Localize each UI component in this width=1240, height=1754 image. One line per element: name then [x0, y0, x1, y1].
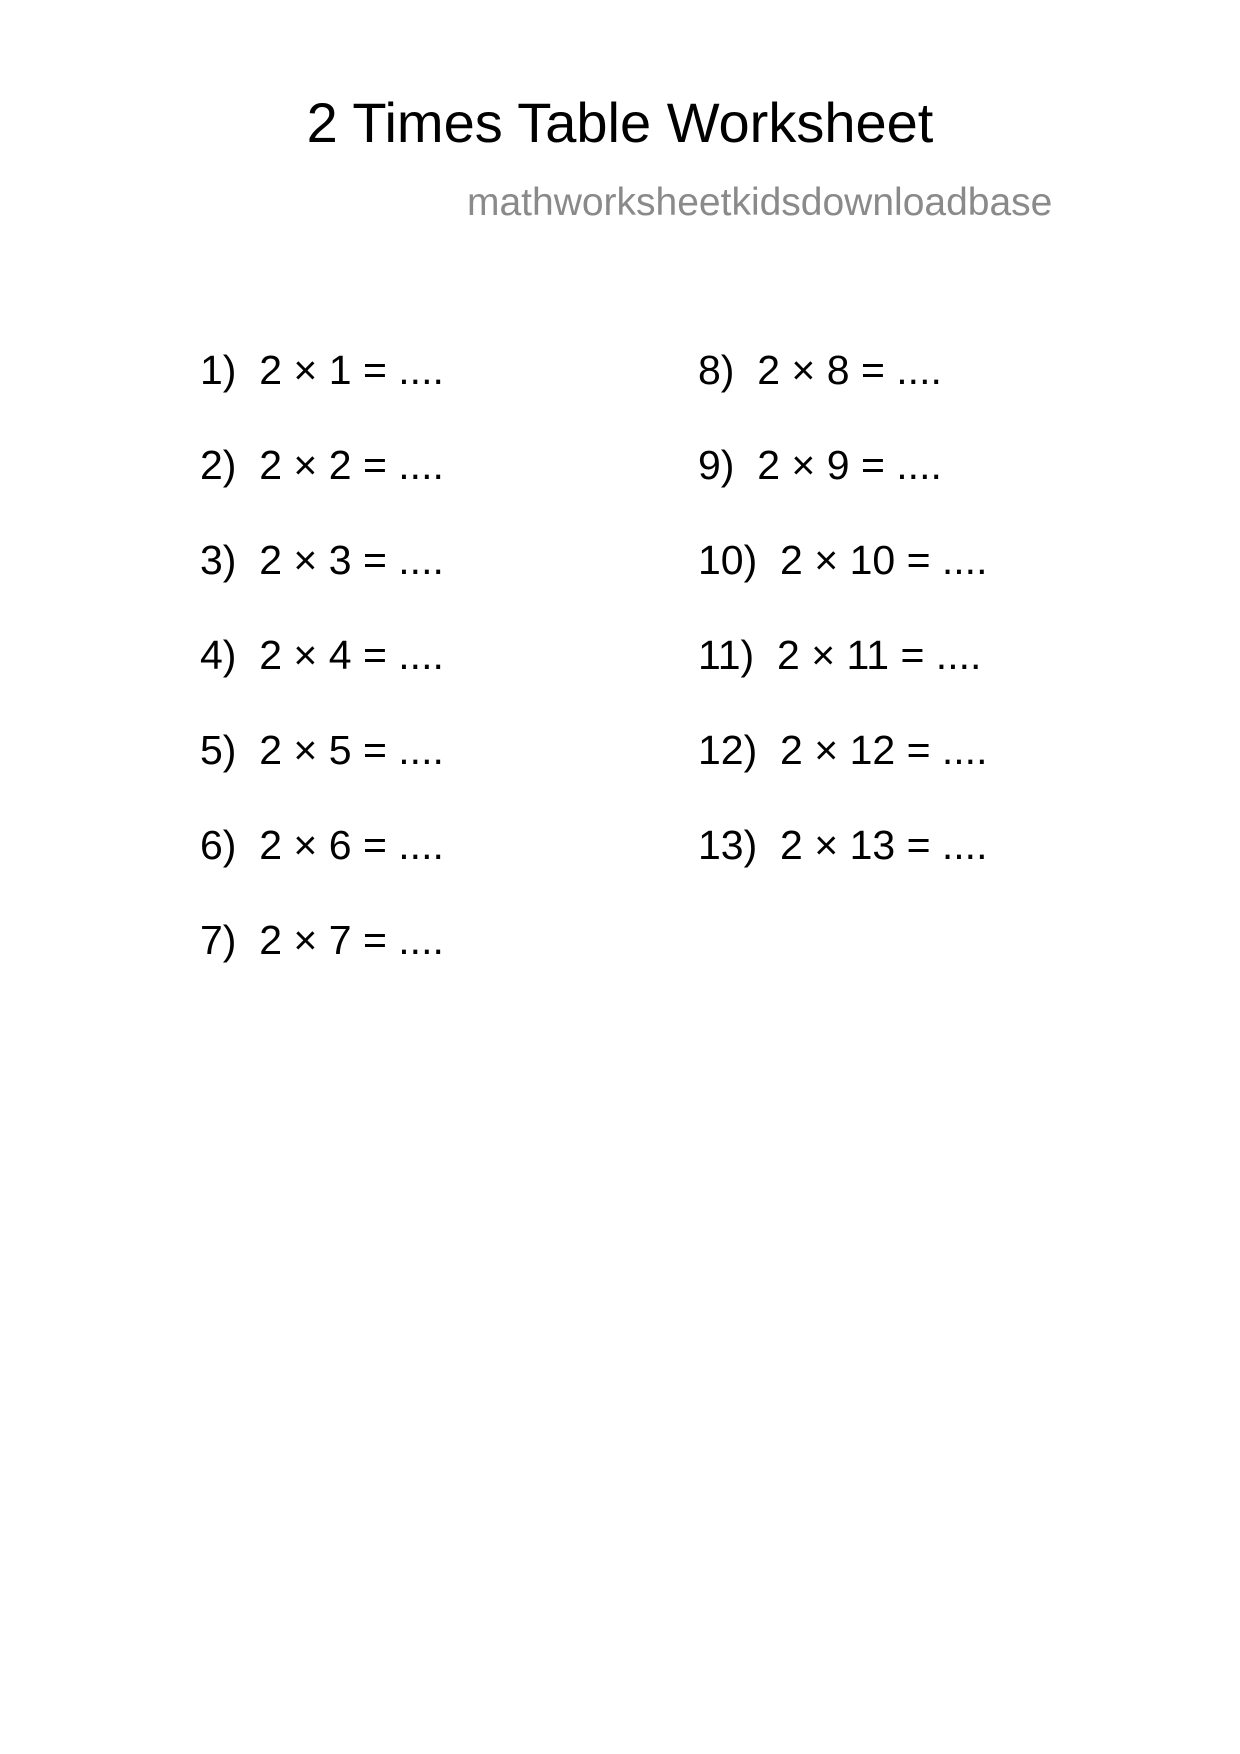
- problem-item: 3) 2 × 3 = ....: [200, 537, 444, 583]
- problem-item: 9) 2 × 9 = ....: [698, 442, 942, 488]
- problem-item: 13) 2 × 13 = ....: [698, 822, 988, 868]
- problem-column-left: [200, 347, 444, 1015]
- problem-item: 1) 2 × 1 = ....: [200, 347, 444, 393]
- problem-column-right: [698, 347, 988, 920]
- source-watermark: mathworksheetkidsdownloadbase: [467, 181, 1053, 224]
- problem-item: 6) 2 × 6 = ....: [200, 822, 444, 868]
- problem-item: 2) 2 × 2 = ....: [200, 442, 444, 488]
- problem-item: 5) 2 × 5 = ....: [200, 727, 444, 773]
- problem-item: 8) 2 × 8 = ....: [698, 347, 942, 393]
- problem-item: 10) 2 × 10 = ....: [698, 537, 988, 583]
- problem-item: 12) 2 × 12 = ....: [698, 727, 988, 773]
- page-title: 2 Times Table Worksheet: [306, 91, 934, 154]
- problem-item: 4) 2 × 4 = ....: [200, 632, 444, 678]
- problem-item: 7) 2 × 7 = ....: [200, 917, 444, 963]
- problem-item: 11) 2 × 11 = ....: [698, 632, 982, 678]
